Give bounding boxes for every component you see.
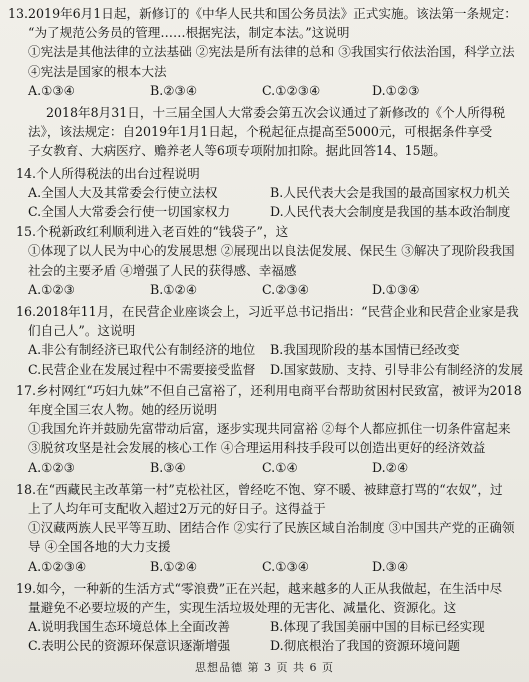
q15-statements-line-1 [0,241,529,261]
q15-statement: ①体现了以人民为中心的发展思想 ②展现出以良法促发展、保民生 ③解决了现阶段我国 [28,243,515,259]
q19-text: 19.如今，一种新的生活方式“零浪费”正在兴起，越来越多的人正从我做起，在生活中尽 [16,580,503,596]
q17-option-d[interactable]: D.②④ [372,459,409,475]
q13-statements-line-2 [0,62,529,82]
q15-option-c[interactable]: C.②③④ [262,281,310,297]
q16-option-c[interactable]: C.民营企业在发展过程中不需要接受监督 [28,361,256,377]
q18-statement: ①汉藏两族人民平等互助、团结合作 ②实行了民族区域自治制度 ③中国共产党的正确领 [28,520,515,536]
q19-option-d[interactable]: D.彻底根治了我国的资源环境问题 [270,638,460,654]
q18-text: 上了人均年可支配收入超过2万元的好日子。这得益于 [28,501,326,516]
q13-option-c[interactable]: C.①②③④ [262,82,321,98]
q15-statement: 社会的主要矛盾 ④增强了人民的获得感、幸福感 [28,262,297,278]
passage-line-2 [0,122,529,142]
q18-statement: 导 ④全国各地的大力支援 [28,539,171,555]
passage-text: 法》，该法规定：自2019年1月1日起，个税起征点提高至5000元，可根据条件享受 [28,124,493,140]
q18-option-b[interactable]: B.①②④ [150,558,198,574]
q17-statements-line-2 [0,438,529,458]
q19-text: 量避免不必要垃圾的产生，实现生活垃圾处理的无害化、减量化、资源化。这 [28,600,457,615]
q14-stem [0,164,529,184]
q14-option-a[interactable]: A.全国人大及其常委会行使立法权 [28,184,218,200]
q16-text: 们自己人”。这说明 [28,323,136,339]
q16-stem-line-2 [0,321,529,341]
q15-option-d[interactable]: D.①③④ [372,281,420,297]
q17-option-a[interactable]: A.①②③ [28,459,75,475]
q15-stem [0,222,529,242]
q13-statements-line-1 [0,42,529,62]
q17-text: 17.乡村网红“巧妇九妹”不但自己富裕了，还利用电商平台帮助贫困村民致富，被评为2018 [16,382,522,398]
q13-stem-line-1 [0,4,529,24]
q16-option-b[interactable]: B.我国现阶段的基本国情已经改变 [270,342,460,358]
q13-option-a[interactable]: A.①③④ [28,82,75,98]
q17-statement: ①我国允许并鼓励先富带动后富，逐步实现共同富裕 ②每个人都应抓住一切条件富起来 [28,421,511,437]
q17-options [0,458,529,478]
q18-option-a[interactable]: A.①②③④ [28,558,87,574]
q13-text: 13.2019年6月1日起，新修订的《中华人民共和国公务员法》正式实施。该法第一条规定： [8,6,517,21]
q13-options [0,81,529,101]
q18-options [0,557,529,577]
q17-stem-line-2 [0,400,529,420]
q16-options-row-1 [0,340,529,360]
q15-option-a[interactable]: A.①②③ [28,281,75,297]
q13-option-d[interactable]: D.①②③ [372,82,420,98]
q19-option-a[interactable]: A.说明我国生态环境总体上全面改善 [28,619,231,635]
q15-options [0,280,529,300]
q18-statements-line-2 [0,537,529,557]
q19-option-b[interactable]: B.体现了我国美丽中国的目标已经实现 [270,619,485,635]
q13-statement: ④宪法是国家的根本大法 [28,63,167,79]
q16-options-row-2 [0,360,529,380]
q18-option-d[interactable]: D.③④ [372,558,409,574]
q18-stem-line-2 [0,499,529,519]
q15-text: 15.个税新政红利顺利进入老百姓的“钱袋子”，这 [16,224,289,240]
q18-option-c[interactable]: C.①③④ [262,558,310,574]
q16-option-a[interactable]: A.非公有制经济已取代公有制经济的地位 [28,342,256,358]
q13-statement: ①宪法是其他法律的立法基础 ②宪法是所有法律的总和 ③我国实行依法治国，科学立法 [28,44,515,60]
q18-statements-line-1 [0,518,529,538]
q13-stem-line-2 [0,23,529,43]
q19-option-c[interactable]: C.表明公民的资源环保意识逐渐增强 [28,638,231,654]
q18-text: 18.在“西藏民主改革第一村”克松社区，曾经吃不饱、穿不暖、被肆意打骂的“农奴”，过 [16,481,503,497]
q14-options-row-2 [0,202,529,222]
q15-statements-line-2 [0,261,529,281]
q14-options-row-1 [0,183,529,203]
q17-option-c[interactable]: C.①④ [262,459,298,475]
passage-line-1 [0,103,529,123]
q13-text: “为了规范公务员的管理……根据宪法，制定本法。”这说明 [28,25,350,41]
q14-option-c[interactable]: C.全国人大常委会行使一切国家权力 [28,204,231,219]
q16-option-d[interactable]: D.国家鼓励、支持、引导非公有制经济的发展 [270,361,523,377]
q17-option-b[interactable]: B.③④ [150,459,186,475]
q16-text: 16.2018年11月，在民营企业座谈会上，习近平总书记指出：“民营企业和民营企业家是我 [16,304,519,319]
q17-text: 年度全国三农人物。她的经历说明 [28,402,217,417]
q14-option-d[interactable]: D.人民代表大会制度是我国的基本政治制度 [270,204,511,219]
q17-statement: ③脱贫攻坚是社会发展的核心工作 ④合理运用科技手段可以创造出更好的经济效益 [28,440,486,456]
q17-stem-line-1 [0,381,529,401]
q17-statements-line-1 [0,419,529,439]
passage-text: 2018年8月31日，十三届全国人大常委会第五次会议通过了新修改的《个人所得税 [46,105,506,120]
q15-option-b[interactable]: B.①②④ [150,281,198,297]
q18-stem-line-1 [0,480,529,500]
passage-text: 子女教育、大病医疗、赡养老人等6项专项附加扣除。据此回答14、15题。 [28,143,446,159]
q14-text: 14.个人所得税法的出台过程说明 [16,165,200,181]
passage-line-3 [0,141,529,161]
q16-stem-line-1 [0,302,529,322]
q13-option-b[interactable]: B.②③④ [150,82,198,98]
page-footer: 思想品德 第 3 页 共 6 页 [195,661,334,674]
q14-option-b[interactable]: B.人民代表大会是我国的最高国家权力机关 [270,184,510,200]
